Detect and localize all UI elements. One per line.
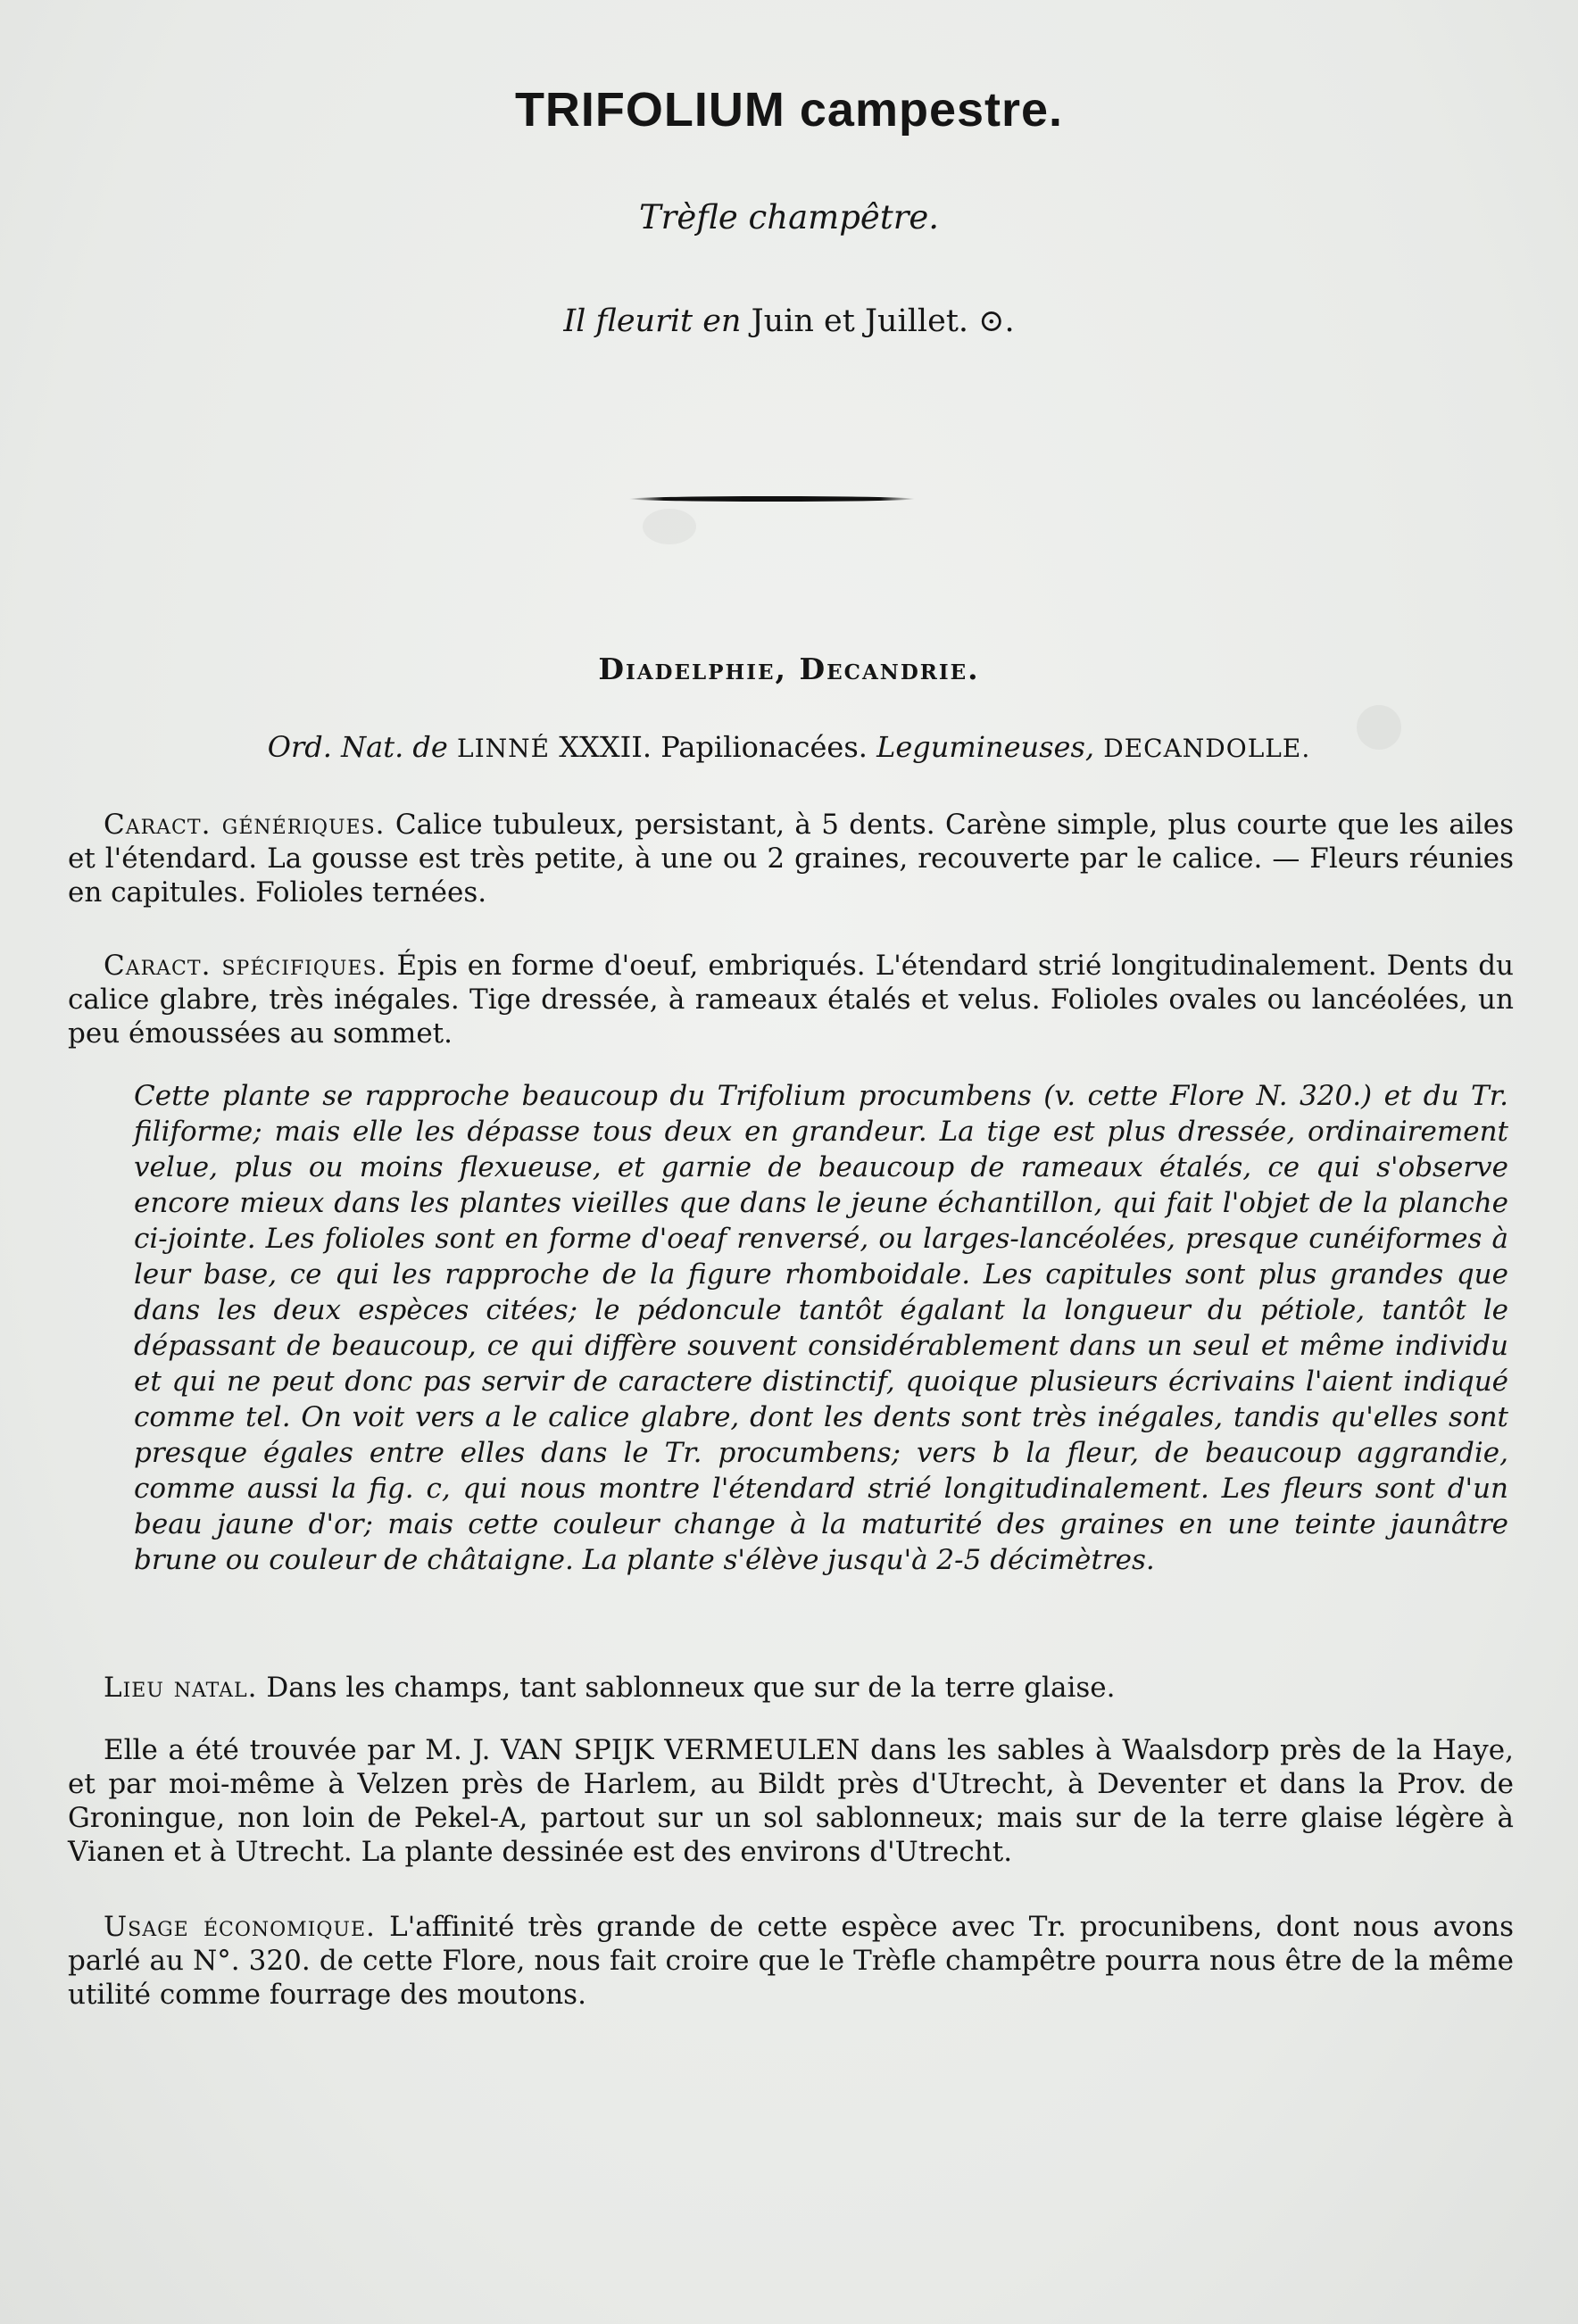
flowering-months: Juin et Juillet.: [751, 303, 969, 339]
ord-author: LINNÉ: [457, 734, 551, 763]
habitat-paragraph: [68, 1671, 1514, 1705]
paper-stain: [643, 509, 696, 544]
description-paragraph: Cette plante se rapproche beaucoup du Trifolium procumbens (v. cette Flore N. 320.) et du Tr. filiforme; mais elle les dépasse tous deux en grandeur. La tige est plus dressée, ordinairement velue, plus ou moins flexueuse, et garnie de beaucoup de rameaux étalés, ce qui s'observe encore mieux dans les plantes vieilles que dans le jeune échantillon, qui fait l'objet de la planche ci-jointe. Les folioles sont en forme d'oeaf renversé, ou larges-lancéolées, presque cunéiformes à leur base, ce qui les rapproche de la figure rhomboidale. Les capitules sont plus grandes que dans les deux espèces citées; le pédoncule tantôt égalant la longueur du pétiole, tantôt le dépassant de beaucoup, ce qui diffère souvent considérablement dans un seul et même individu et qui ne peut donc pas servir de caractere distinctif, quoique plusieurs écrivains l'aient indiqué comme tel. On voit vers a le calice glabre, dont les dents sont très inégales, tandis qu'elles sont presque égales entre elles dans le Tr. procumbens; vers b la fleur, de beaucoup aggrandie, comme aussi la fig. c, qui nous montre l'étendard strié longitudinalement. Les fleurs sont d'un beau jaune d'or; mais cette couleur change à la maturité des graines en une teinte jaunâtre brune ou couleur de châtaigne. La plante s'élève jusqu'à 2-5 décimètres.: [134, 1080, 1508, 1576]
page-subtitle: Trèfle champêtre.: [638, 198, 940, 237]
classification-heading: Diadelphie, Decandrie.: [598, 652, 980, 686]
divider-rule: [629, 496, 915, 502]
paragraph-lead: Lieu natal.: [104, 1672, 258, 1704]
paragraph-text: L'affinité très grande de cette espèce avec Tr. procunibens, dont nous avons parlé au N°. 320. de cette Flore, nous fait croire que le Trèfle champêtre pourra nous être de la même utilité comme fourrage des moutons.: [68, 1911, 1515, 2011]
paragraph-text: Épis en forme d'oeuf, embriqués. L'étendard strié longitudinalement. Dents du calice glabre, très inégales. Tige dressée, à rameaux étalés et velus. Folioles ovales ou lancéolées, un peu émoussées au sommet.: [68, 950, 1514, 1050]
paragraph-text: Dans les champs, tant sablonneux que sur de la terre glaise.: [266, 1672, 1116, 1704]
generic-characters-paragraph: [68, 808, 1514, 909]
ord-author-2: DECANDOLLE.: [1103, 734, 1311, 763]
paragraph-lead: Caract. spécifiques.: [104, 950, 387, 982]
specific-characters-paragraph: [68, 949, 1514, 1050]
page-title: TRIFOLIUM campestre.: [514, 83, 1064, 137]
ord-italic: Legumineuses,: [876, 730, 1095, 764]
paragraph-text: Calice tubuleux, persistant, à 5 dents. Carène simple, plus courte que les ailes et l'étendard. La gousse est très petite, à une ou 2 graines, recouverte par le calice. — Fleurs réunies en capitules. Folioles ternées.: [68, 809, 1514, 909]
paragraph-lead: Usage économique.: [104, 1911, 376, 1943]
localities-paragraph: Elle a été trouvée par M. J. VAN SPIJK VERMEULEN dans les sables à Waalsdorp près de la Haye, et par moi-même à Velzen près de Harlem, au Bildt près d'Utrecht, à Deventer et dans la Prov. de Groningue, non loin de Pekel-A, partout sur un sol sablonneux; mais sur de la terre glaise légère à Vianen et à Utrecht. La plante dessinée est des environs d'Utrecht.: [68, 1734, 1514, 1868]
natural-order-line: [0, 730, 1578, 764]
flowering-prefix: Il fleurit en: [563, 303, 742, 339]
paragraph-lead: Caract. génériques.: [104, 809, 386, 841]
flowering-line: [0, 303, 1578, 339]
ord-prefix: Ord. Nat. de: [267, 730, 448, 764]
usage-paragraph: [68, 1910, 1514, 2012]
flowering-symbol: ⊙.: [978, 303, 1015, 339]
ord-rest: XXXII. Papilionacées.: [559, 730, 868, 764]
